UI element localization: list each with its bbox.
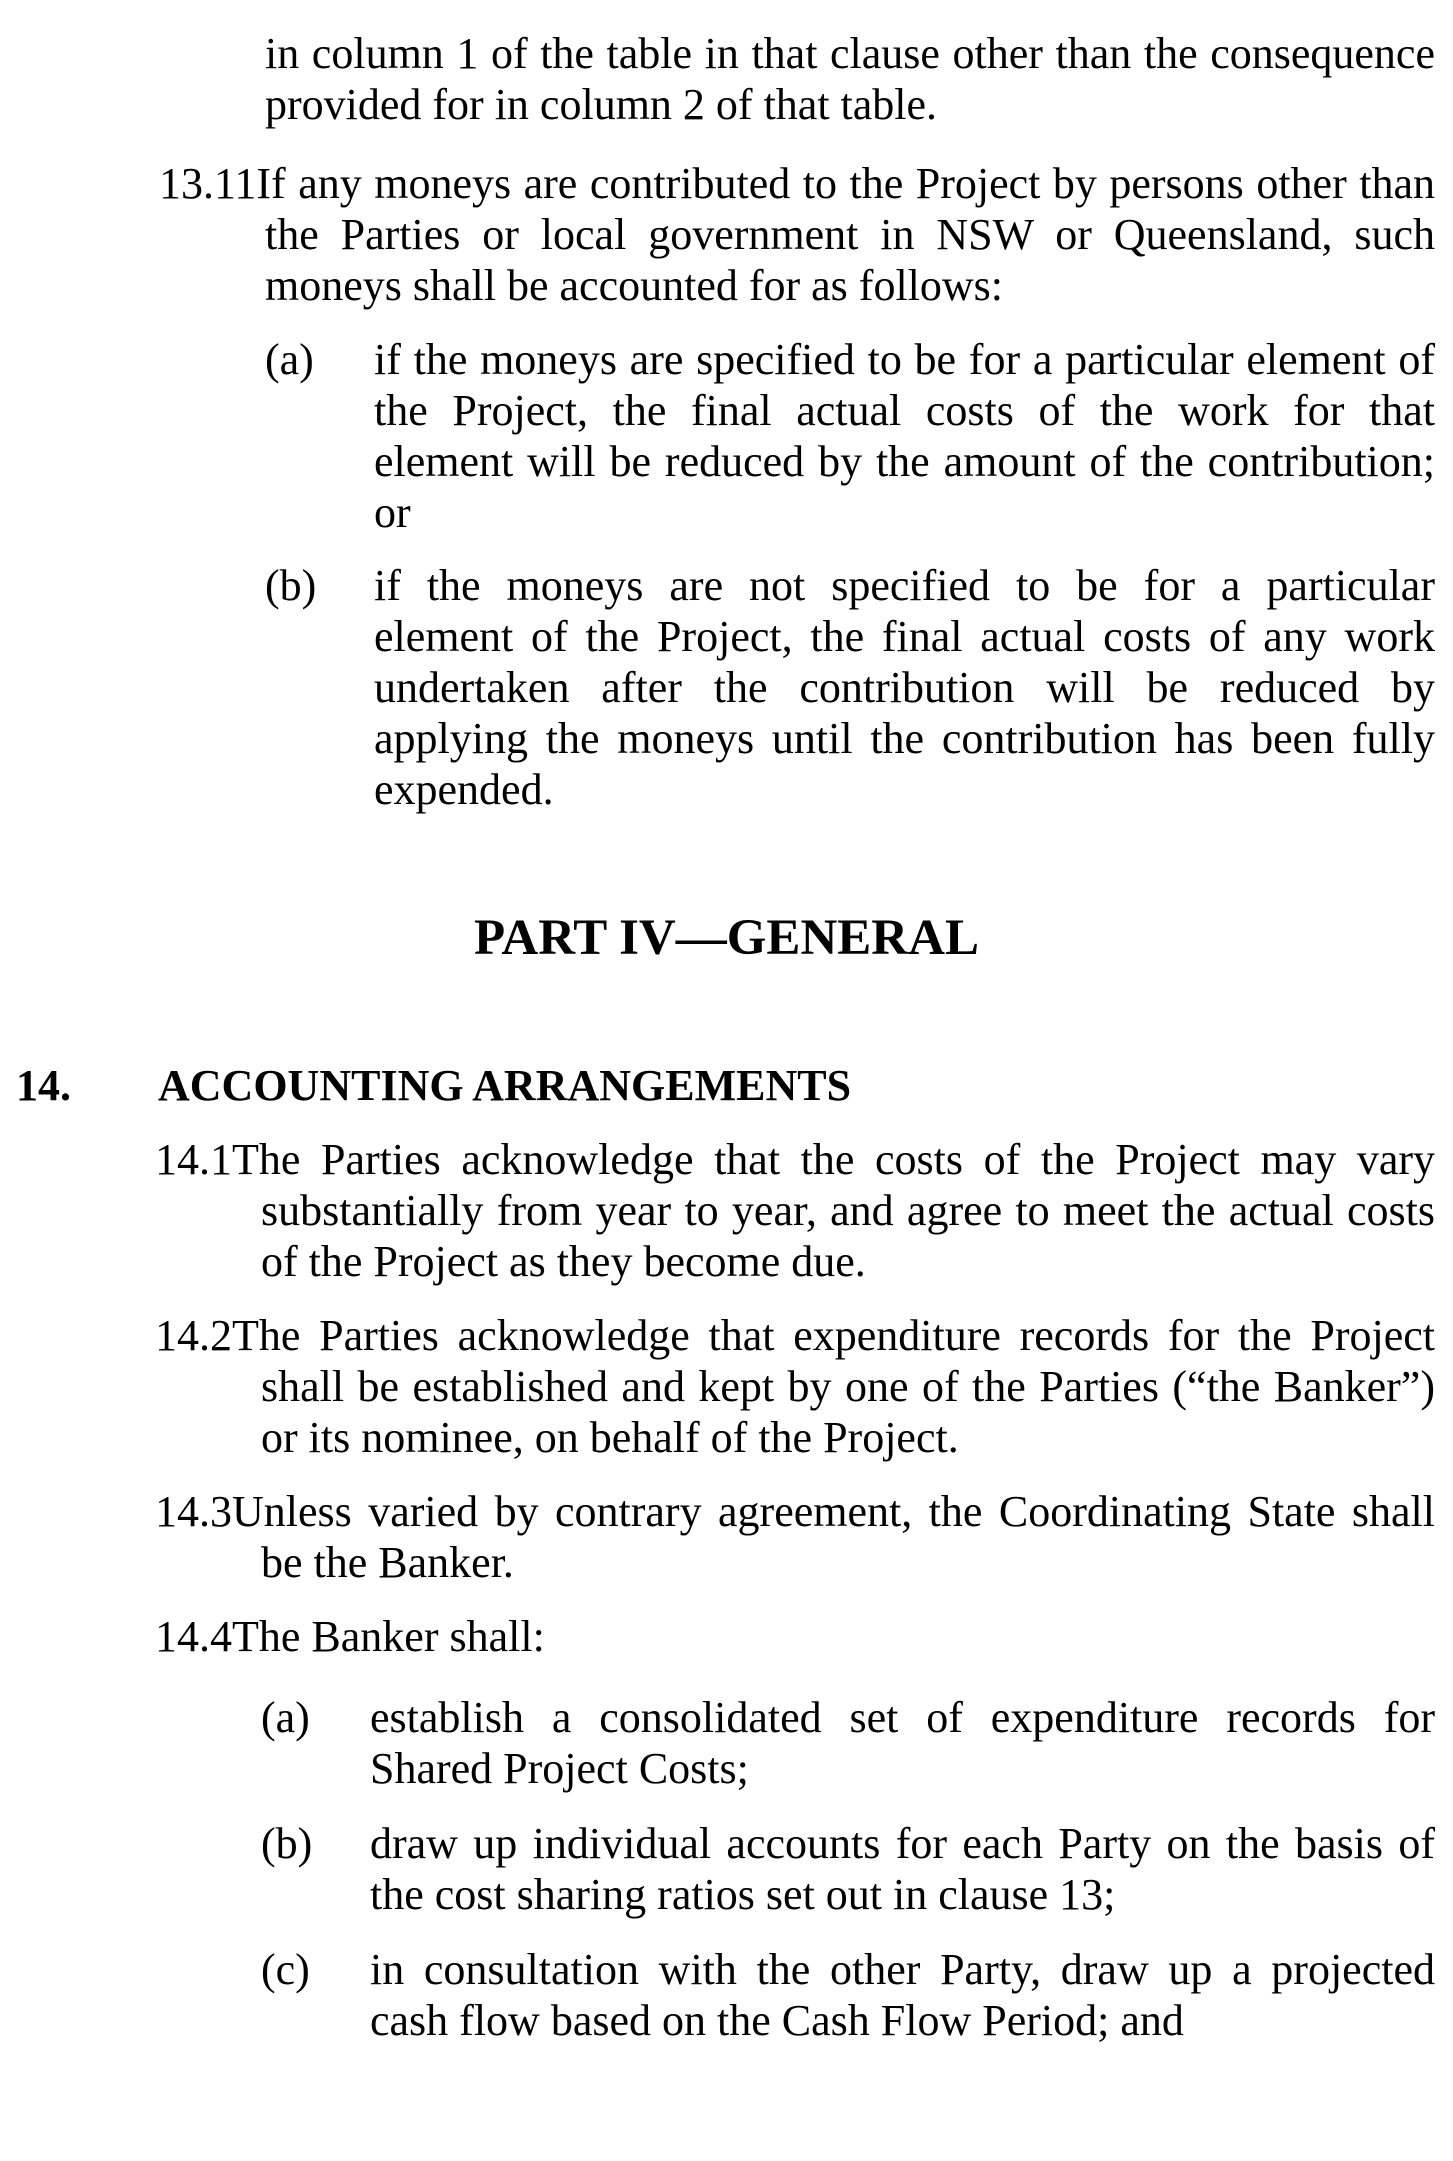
- subitem-text: in consultation with the other Party, draw up a projected cash flow based on the Cash Flow Period; and: [370, 1945, 1435, 2045]
- subitem-text: if the moneys are specified to be for a particular element of the Project, the final actual costs of the work for that element will be reduced by the amount of the contribution; or: [374, 335, 1435, 537]
- continuation-paragraph: [265, 28, 1435, 130]
- subitem-text: draw up individual accounts for each Party on the basis of the cost sharing ratios set out in clause 13;: [370, 1819, 1435, 1919]
- clause-text: The Banker shall:: [232, 1612, 545, 1661]
- clause-14-2: [155, 1310, 1435, 1463]
- clause-number: 14.4: [155, 1612, 232, 1661]
- subitem-label: (b): [261, 1819, 313, 1868]
- clause-text: Unless varied by contrary agreement, the Coordinating State shall be the Banker.: [232, 1487, 1435, 1587]
- clause-14-3: [155, 1486, 1435, 1588]
- subitem-text: if the moneys are not specified to be for a particular element of the Project, the final actual costs of any work undertaken after the contribution will be reduced by applying the moneys until the contribution has been fully expended.: [374, 561, 1435, 814]
- section-number: 14.: [16, 1061, 71, 1110]
- clause-text: If any moneys are contributed to the Project by persons other than the Parties or local government in NSW or Queensland, such moneys shall be accounted for as follows:: [256, 159, 1435, 310]
- subitem-label: (c): [261, 1945, 310, 1994]
- clause-13-11: [159, 158, 1435, 311]
- clause-number: 13.11: [159, 159, 257, 208]
- subitem-label: (a): [265, 335, 314, 384]
- subitem-text: establish a consolidated set of expenditure records for Shared Project Costs;: [370, 1693, 1435, 1793]
- clause-14-4: [155, 1611, 1435, 1662]
- subitem-label: (b): [265, 561, 317, 610]
- part-title: PART IV—GENERAL: [474, 910, 979, 966]
- clause-number: 14.3: [155, 1487, 232, 1536]
- clause-text: The Parties acknowledge that expenditure records for the Project shall be established and kept by one of the Parties (“the Banker”) or its nominee, on behalf of the Project.: [232, 1311, 1435, 1462]
- continuation-text: in column 1 of the table in that clause other than the consequence provided for in column 2 of that table.: [265, 29, 1435, 129]
- clause-number: 14.2: [155, 1311, 232, 1360]
- subitem-label: (a): [261, 1693, 310, 1742]
- section-title: ACCOUNTING ARRANGEMENTS: [158, 1061, 852, 1110]
- clause-text: The Parties acknowledge that the costs of the Project may vary substantially from year to year, and agree to meet the actual costs of the Project as they become due.: [232, 1135, 1435, 1286]
- clause-number: 14.1: [155, 1135, 232, 1184]
- clause-14-1: [155, 1134, 1435, 1287]
